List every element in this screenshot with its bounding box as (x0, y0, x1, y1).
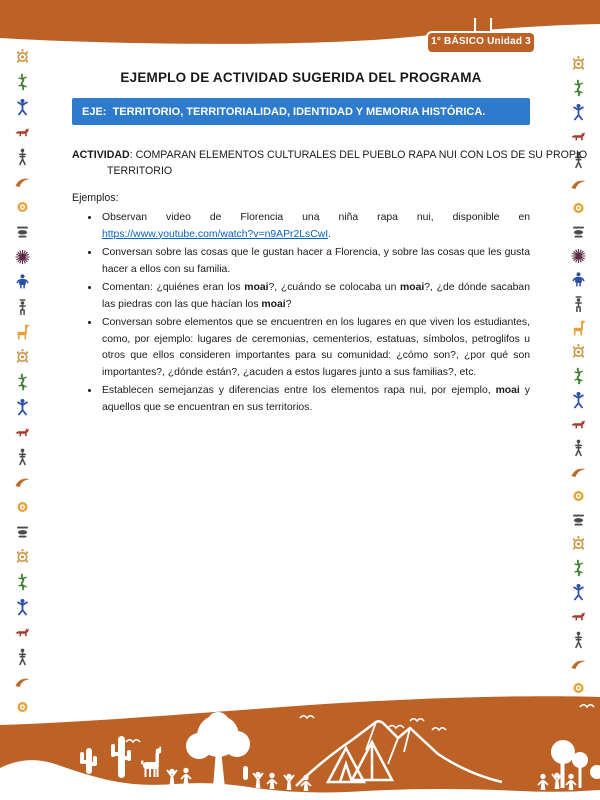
llama-icon (570, 316, 587, 340)
document-body (72, 70, 588, 418)
sun-icon (14, 194, 31, 219)
llama-icon (14, 319, 31, 344)
person-icon (14, 144, 31, 169)
starburst-icon (570, 244, 587, 268)
robot-icon (14, 269, 31, 294)
fox-icon (570, 124, 587, 148)
lizard-icon (14, 369, 31, 394)
person-icon (570, 628, 587, 652)
pot-icon (570, 220, 587, 244)
person-icon (14, 444, 31, 469)
bullet-text: . (328, 228, 331, 240)
turtle-icon (570, 340, 587, 364)
list-item (100, 245, 530, 278)
bullet-text: ?, ¿de dónde sacaban las piedras con las que hacían los (102, 282, 530, 310)
bird-icon (14, 169, 31, 194)
bullet-text: Conversan sobre las cosas que le gustan hacer a Florencia, y sobre las cosas que les gusta hacer a ellos con su familia. (102, 247, 530, 275)
activity-label: ACTIVIDAD (72, 149, 130, 161)
robot-icon (570, 268, 587, 292)
bird-icon (570, 172, 587, 196)
chief-icon (14, 294, 31, 319)
pot-icon (14, 219, 31, 244)
pot-icon (570, 508, 587, 532)
unit-badge: 1° BÁSICO Unidad 3 (426, 31, 536, 54)
starburst-icon (14, 244, 31, 269)
activity-text-line2: TERRITORIO (107, 165, 173, 177)
fox-icon (570, 412, 587, 436)
activity-text: : COMPARAN ELEMENTOS CULTURALES DEL PUEBLO RAPA NUI CON LOS DE SU PROPIO (129, 149, 588, 161)
bird-icon (14, 469, 31, 494)
left-icon-border (9, 44, 35, 719)
examples-heading: Ejemplos: (72, 192, 119, 204)
climber-icon (14, 94, 31, 119)
turtle-icon (570, 532, 587, 556)
list-item (100, 315, 530, 381)
activity-heading (72, 147, 588, 179)
bullet-text: moai (244, 282, 269, 293)
bullet-text: ? (285, 298, 292, 310)
lizard-icon (14, 69, 31, 94)
person-icon (570, 436, 587, 460)
youtube-link[interactable]: https://www.youtube.com/watch?v=n9APr2LsCwI (102, 228, 329, 240)
eje-banner: EJE: TERRITORIO, TERRITORIALIDAD, IDENTIDAD Y MEMORIA HISTÓRICA. (72, 98, 530, 125)
bullet-text: moai (495, 385, 520, 396)
fox-icon (570, 604, 587, 628)
sun-icon (570, 196, 587, 220)
sun-icon (14, 494, 31, 519)
bird-icon (570, 460, 587, 484)
lizard-icon (570, 364, 587, 388)
bird-icon (570, 652, 587, 676)
fox-icon (14, 419, 31, 444)
lizard-icon (570, 76, 587, 100)
bullet-text: moai (261, 298, 286, 310)
bird-icon (14, 669, 31, 694)
sun-icon (570, 484, 587, 508)
bullet-text: Conversan sobre elementos que se encuentren en los lugares en que viven los estudiantes, como, por ejemplo: lugares de ceremonias, cementerios, estatuas, símbolos, petroglifos u otros que ellos consideren importantes para su comunidad: ¿cómo son?, ¿por qué son importantes?, ¿dónde están?, ¿acuden a estos lugares junto a sus familias?, etc. (102, 317, 530, 378)
list-item (100, 280, 530, 313)
person-icon (14, 644, 31, 669)
climber-icon (14, 394, 31, 419)
turtle-icon (570, 52, 587, 76)
page-title: EJEMPLO DE ACTIVIDAD SUGERIDA DEL PROGRAMA (120, 70, 482, 85)
list-item (100, 383, 530, 416)
fox-icon (14, 619, 31, 644)
climber-icon (570, 580, 587, 604)
bullet-text: Observan video de Florencia una niña rapa nui, disponible en (102, 212, 530, 223)
bullet-text: y aquellos que se encuentran en sus territorios. (102, 385, 530, 413)
lizard-icon (570, 556, 587, 580)
bullet-text: moai (400, 282, 425, 293)
landscape-illustration (0, 692, 600, 800)
turtle-icon (14, 344, 31, 369)
climber-icon (570, 388, 587, 412)
list-item (100, 210, 530, 243)
bullet-text: Comentan: ¿quiénes eran los (102, 282, 245, 293)
climber-icon (14, 594, 31, 619)
examples-list (72, 210, 530, 416)
bullet-text: ?, ¿cuándo se colocaba un (268, 282, 401, 293)
lizard-icon (14, 569, 31, 594)
chief-icon (570, 292, 587, 316)
pot-icon (14, 519, 31, 544)
bullet-text: Establecen semejanzas y diferencias entre los elementos rapa nui, por ejemplo, (102, 385, 496, 396)
climber-icon (570, 100, 587, 124)
fox-icon (14, 119, 31, 144)
turtle-icon (14, 44, 31, 69)
turtle-icon (14, 544, 31, 569)
